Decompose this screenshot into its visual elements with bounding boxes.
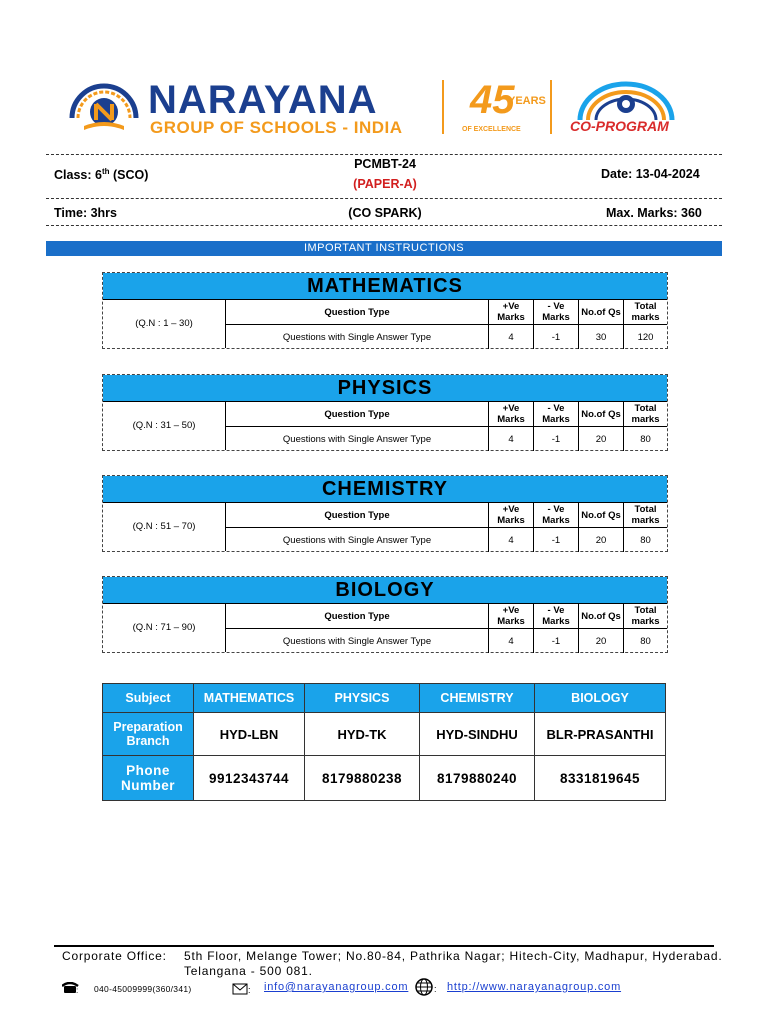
question-type: Questions with Single Answer Type xyxy=(282,433,432,445)
exam-code: PCMBT-24 xyxy=(354,157,416,171)
email-link[interactable]: info@narayanagroup.com xyxy=(264,981,409,993)
divider-line xyxy=(46,154,722,155)
class-suffix: (SCO) xyxy=(109,168,149,183)
question-range: (Q.N : 51 – 70) xyxy=(103,503,226,551)
question-type: Questions with Single Answer Type xyxy=(282,534,432,546)
num-questions-header: No.of Qs xyxy=(579,503,624,528)
faculty-table xyxy=(102,683,666,801)
class-sup: th xyxy=(101,167,110,176)
class-label: Class: 6 xyxy=(54,168,102,183)
question-type-header: Question Type xyxy=(226,604,489,629)
question-type: Questions with Single Answer Type xyxy=(282,331,432,343)
globe-icon xyxy=(414,978,440,1001)
total-marks-header: Total marks xyxy=(624,300,668,325)
marks-table xyxy=(226,300,667,349)
subject-title: CHEMISTRY xyxy=(103,476,667,503)
total-marks-header: Total marks xyxy=(624,604,668,629)
table-header: MATHEMATICS xyxy=(194,684,305,713)
positive-marks: 4 xyxy=(489,325,534,350)
table-cell: HYD-LBN xyxy=(194,713,305,756)
footer-divider xyxy=(54,945,714,947)
subject-title: BIOLOGY xyxy=(103,577,667,604)
max-marks: Max. Marks: 360 xyxy=(606,206,702,220)
num-questions-header: No.of Qs xyxy=(579,300,624,325)
table-cell: 9912343744 xyxy=(194,756,305,801)
instructions-banner: IMPORTANT INSTRUCTIONS xyxy=(46,241,722,256)
co-program-arc-icon xyxy=(566,80,686,120)
subject-title: MATHEMATICS xyxy=(103,273,667,300)
positive-marks-header: +Ve Marks xyxy=(489,604,534,629)
positive-marks: 4 xyxy=(489,427,534,452)
table-cell: 8179880240 xyxy=(420,756,535,801)
total-marks: 120 xyxy=(624,325,668,350)
question-type-header: Question Type xyxy=(226,402,489,427)
question-type: Questions with Single Answer Type xyxy=(282,635,432,647)
row-label: Phone Number xyxy=(103,756,194,801)
question-type-header: Question Type xyxy=(226,300,489,325)
phone-number: 040-45009999(360/341) xyxy=(94,984,192,994)
positive-marks-header: +Ve Marks xyxy=(489,402,534,427)
num-questions-header: No.of Qs xyxy=(579,604,624,629)
address-line-2: Telangana - 500 081. xyxy=(184,964,313,978)
office-label: Corporate Office: xyxy=(62,949,167,963)
brand-subtitle: GROUP OF SCHOOLS - INDIA xyxy=(150,118,403,137)
co-program-logo xyxy=(566,80,686,140)
table-header: Subject xyxy=(103,684,194,713)
subject-title: PHYSICS xyxy=(103,375,667,402)
table-header: BIOLOGY xyxy=(535,684,666,713)
total-marks-header: Total marks xyxy=(624,503,668,528)
total-marks: 80 xyxy=(624,629,668,654)
total-marks: 80 xyxy=(624,427,668,452)
negative-marks-header: - Ve Marks xyxy=(534,300,579,325)
co-program-label: CO-PROGRAM xyxy=(570,118,669,134)
anniversary-logo xyxy=(462,78,546,134)
program-label: (CO SPARK) xyxy=(348,206,422,220)
anniversary-caption: OF EXCELLENCE xyxy=(462,126,521,133)
negative-marks-header: - Ve Marks xyxy=(534,402,579,427)
question-range: (Q.N : 71 – 90) xyxy=(103,604,226,652)
header-divider xyxy=(550,80,552,134)
website-link[interactable]: http://www.narayanagroup.com xyxy=(447,981,622,993)
anniversary-number: 45 xyxy=(470,78,515,122)
num-questions: 20 xyxy=(579,528,624,553)
negative-marks: -1 xyxy=(534,427,579,452)
page-header xyxy=(66,78,696,142)
subject-box-mathematics xyxy=(102,272,668,349)
marks-table xyxy=(226,604,667,653)
divider-line xyxy=(46,225,722,226)
svg-text::: : xyxy=(248,985,251,995)
header-divider xyxy=(442,80,444,134)
table-header: PHYSICS xyxy=(305,684,420,713)
paper-label: (PAPER-A) xyxy=(353,177,417,191)
table-header: CHEMISTRY xyxy=(420,684,535,713)
num-questions: 20 xyxy=(579,427,624,452)
row-label: Preparation Branch xyxy=(103,713,194,756)
question-type-header: Question Type xyxy=(226,503,489,528)
negative-marks: -1 xyxy=(534,629,579,654)
exam-date: Date: 13-04-2024 xyxy=(601,167,700,181)
table-cell: HYD-SINDHU xyxy=(420,713,535,756)
table-cell: BLR-PRASANTHI xyxy=(535,713,666,756)
negative-marks-header: - Ve Marks xyxy=(534,604,579,629)
table-cell: 8179880238 xyxy=(305,756,420,801)
table-cell: HYD-TK xyxy=(305,713,420,756)
positive-marks-header: +Ve Marks xyxy=(489,503,534,528)
num-questions-header: No.of Qs xyxy=(579,402,624,427)
divider-line xyxy=(46,198,722,199)
envelope-icon xyxy=(232,982,254,1000)
question-range: (Q.N : 1 – 30) xyxy=(103,300,226,348)
positive-marks: 4 xyxy=(489,629,534,654)
num-questions: 30 xyxy=(579,325,624,350)
subject-box-physics xyxy=(102,374,668,451)
total-marks: 80 xyxy=(624,528,668,553)
marks-table xyxy=(226,503,667,552)
narayana-emblem-icon xyxy=(66,78,142,134)
question-range: (Q.N : 31 – 50) xyxy=(103,402,226,450)
table-cell: 8331819645 xyxy=(535,756,666,801)
positive-marks: 4 xyxy=(489,528,534,553)
phone-icon xyxy=(62,981,80,999)
negative-marks: -1 xyxy=(534,325,579,350)
marks-table xyxy=(226,402,667,451)
brand-name: NARAYANA xyxy=(148,78,378,122)
negative-marks: -1 xyxy=(534,528,579,553)
total-marks-header: Total marks xyxy=(624,402,668,427)
num-questions: 20 xyxy=(579,629,624,654)
negative-marks-header: - Ve Marks xyxy=(534,503,579,528)
address-line-1: 5th Floor, Melange Tower; No.80-84, Pathrika Nagar; Hitech-City, Madhapur, Hyderabad. xyxy=(184,949,723,963)
subject-box-biology xyxy=(102,576,668,653)
exam-time: Time: 3hrs xyxy=(54,206,117,220)
svg-text::: : xyxy=(434,984,437,994)
svg-text::: : xyxy=(76,986,79,994)
subject-box-chemistry xyxy=(102,475,668,552)
positive-marks-header: +Ve Marks xyxy=(489,300,534,325)
anniversary-years: YEARS xyxy=(508,95,546,107)
class-info xyxy=(54,167,148,182)
